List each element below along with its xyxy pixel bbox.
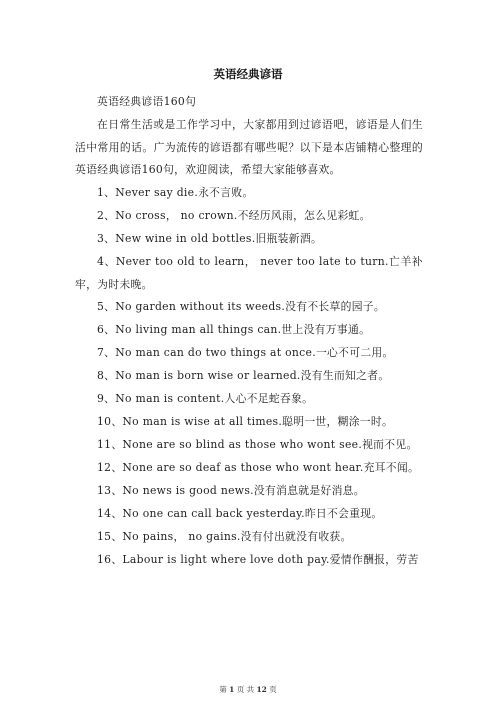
page-footer — [0, 684, 496, 695]
proverb-item: 6、No living man all things can.世上没有万事通。 — [97, 323, 371, 336]
footer-current-page: 1 — [229, 685, 235, 694]
proverb-item: 5、No garden without its weeds.没有不长草的园子。 — [97, 300, 385, 313]
footer-total-pages: 12 — [256, 685, 267, 694]
document-title: 英语经典谚语 — [213, 67, 283, 81]
proverb-item: 12、None are so deaf as those who wont hear.充耳不闻。 — [97, 461, 420, 474]
footer-middle: 页 共 — [236, 685, 255, 694]
proverb-item: 8、No man is born wise or learned.没有生而知之者。 — [97, 369, 390, 382]
proverb-item: 9、No man is content.人心不足蛇吞象。 — [97, 392, 314, 405]
footer-prefix: 第 — [219, 685, 227, 694]
proverb-item: 7、No man can do two things at once.一心不可二用。 — [97, 346, 394, 359]
proverb-item: 15、No pains， no gains.没有付出就没有收获。 — [97, 530, 352, 543]
proverb-item: 14、No one can call back yesterday.昨日不会重现。 — [97, 507, 383, 520]
proverb-item: 2、No cross， no crown.不经历风雨，怎么见彩虹。 — [97, 209, 371, 222]
proverb-item: 4、Never too old to learn， never too late to turn.亡羊补牢，为时未晚。 — [75, 255, 423, 291]
proverb-item: 13、No news is good news.没有消息就是好消息。 — [97, 484, 365, 497]
proverb-item: 3、New wine in old bottles.旧瓶装新酒。 — [97, 232, 323, 245]
subtitle-paragraph: 英语经典谚语160句 — [97, 95, 197, 108]
proverb-item: 16、Labour is light where love doth pay.爱情作酬报，劳苦 — [97, 553, 419, 566]
intro-paragraph: 在日常生活或是工作学习中，大家都用到过谚语吧，谚语是人们生活中常用的话。广为流传的谚语都有哪些呢？以下是本店铺精心整理的英语经典谚语160句，欢迎阅读，希望大家能够喜欢。 — [75, 118, 423, 176]
footer-suffix: 页 — [269, 685, 277, 694]
proverb-item: 1、Never say die.永不言败。 — [97, 186, 254, 199]
proverb-item: 11、None are so blind as those who wont see.视而不见。 — [97, 438, 418, 451]
proverb-item: 10、No man is wise at all times.聪明一世，糊涂一时。 — [97, 415, 394, 428]
